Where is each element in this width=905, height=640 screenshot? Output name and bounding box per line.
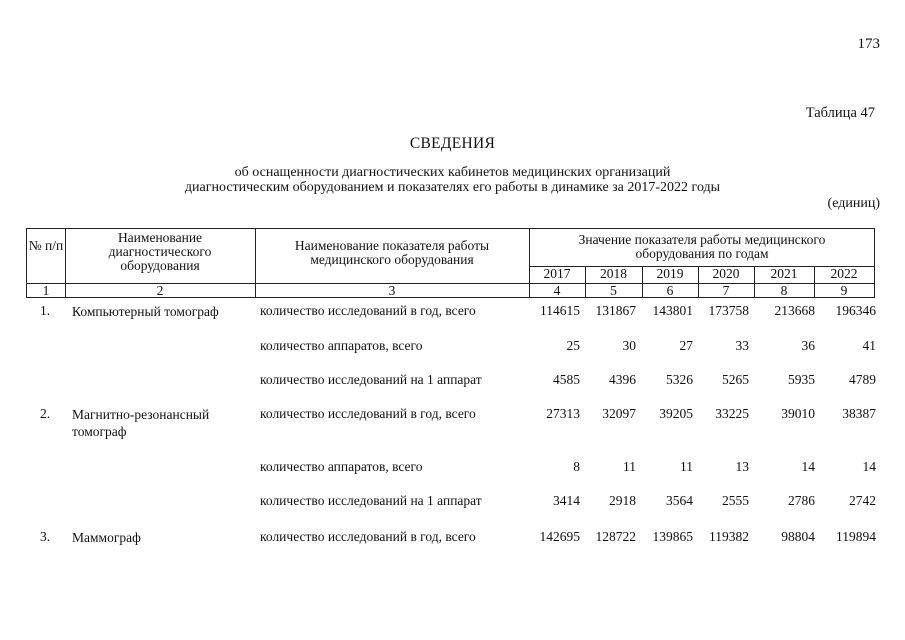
value-cell: 119894 [836,529,876,544]
header-year: 2020 [712,266,740,281]
page-number: 173 [857,36,880,52]
row-number: 3. [40,529,51,544]
indicator-name: количество исследований на 1 аппарат [260,372,482,387]
value-cell: 8 [573,459,580,474]
header-year: 2019 [656,266,684,281]
value-cell: 5326 [666,372,693,387]
value-cell: 4585 [553,372,580,387]
col-number-label: 4 [553,283,561,298]
indicator-name: количество аппаратов, всего [260,338,423,353]
value-cell: 2786 [788,493,815,508]
col-number-label: 5 [610,283,617,298]
document-subtitle [0,165,905,195]
value-cell: 213668 [774,303,815,318]
value-cell: 2555 [722,493,749,508]
value-cell: 33 [735,338,749,353]
table-number: Таблица 47 [805,105,875,121]
header-col-values: Значение показателя работы медицинского оборудования по годам [578,232,826,261]
col-number-label: 1 [42,283,50,298]
header-year: 2018 [600,266,627,281]
value-cell: 30 [622,338,636,353]
value-cell: 2918 [609,493,636,508]
value-cell: 11 [680,459,693,474]
col-number-label: 3 [388,283,396,298]
indicator-name: количество аппаратов, всего [260,459,423,474]
value-cell: 36 [801,338,815,353]
subtitle-line-2: диагностическим оборудованием и показателях его работы в динамике за 2017-2022 годы [184,180,721,195]
indicator-name: количество исследований в год, всего [260,406,476,421]
value-cell: 14 [862,459,876,474]
row-number: 2. [40,406,51,421]
value-cell: 38387 [842,406,876,421]
value-cell: 98804 [781,529,815,544]
value-cell: 139865 [652,529,693,544]
equipment-name: Маммограф [72,530,141,545]
col-number-label: 8 [780,283,788,298]
value-cell: 119382 [709,529,749,544]
value-cell: 4396 [609,372,636,387]
value-cell: 27313 [546,406,580,421]
header-year: 2022 [830,266,858,281]
equipment-name: Магнитно-резонансный томограф [72,407,210,439]
value-cell: 27 [679,338,693,353]
indicator-name: количество исследований в год, всего [260,303,476,318]
subtitle-line-1: об оснащенности диагностических кабинетов медицинских организаций [234,165,671,180]
col-number-label: 6 [666,283,674,298]
value-cell: 41 [862,338,876,353]
col-number-label: 9 [840,283,848,298]
header-year: 2017 [543,266,571,281]
value-cell: 5935 [788,372,815,387]
header-col-number: № п/п [28,238,64,253]
value-cell: 196346 [835,303,876,318]
col-number-label: 7 [722,283,730,298]
value-cell: 11 [623,459,636,474]
header-col-equipment: Наименование диагностического оборудования [108,230,212,273]
value-cell: 173758 [708,303,749,318]
document-title: СВЕДЕНИЯ [409,135,496,152]
value-cell: 14 [801,459,815,474]
value-cell: 142695 [539,529,580,544]
value-cell: 13 [735,459,749,474]
value-cell: 128722 [595,529,636,544]
table-header [26,228,875,298]
header-year: 2021 [770,266,798,281]
equipment-name: Компьютерный томограф [72,304,219,319]
header-col-indicator: Наименование показателя работы медицинского оборудования [294,238,490,267]
value-cell: 4789 [849,372,876,387]
value-cell: 32097 [602,406,636,421]
value-cell: 39205 [659,406,693,421]
value-cell: 3414 [553,493,580,508]
value-cell: 3564 [666,493,693,508]
value-cell: 5265 [722,372,749,387]
value-cell: 2742 [849,493,876,508]
value-cell: 25 [566,338,580,353]
value-cell: 33225 [715,406,749,421]
units-label: (единиц) [827,196,880,211]
value-cell: 131867 [595,303,636,318]
col-number-label: 2 [156,283,164,298]
indicator-name: количество исследований в год, всего [260,529,476,544]
value-cell: 39010 [781,406,815,421]
value-cell: 143801 [652,303,693,318]
indicator-name: количество исследований на 1 аппарат [260,493,482,508]
row-number: 1. [40,303,51,318]
value-cell: 114615 [540,303,580,318]
